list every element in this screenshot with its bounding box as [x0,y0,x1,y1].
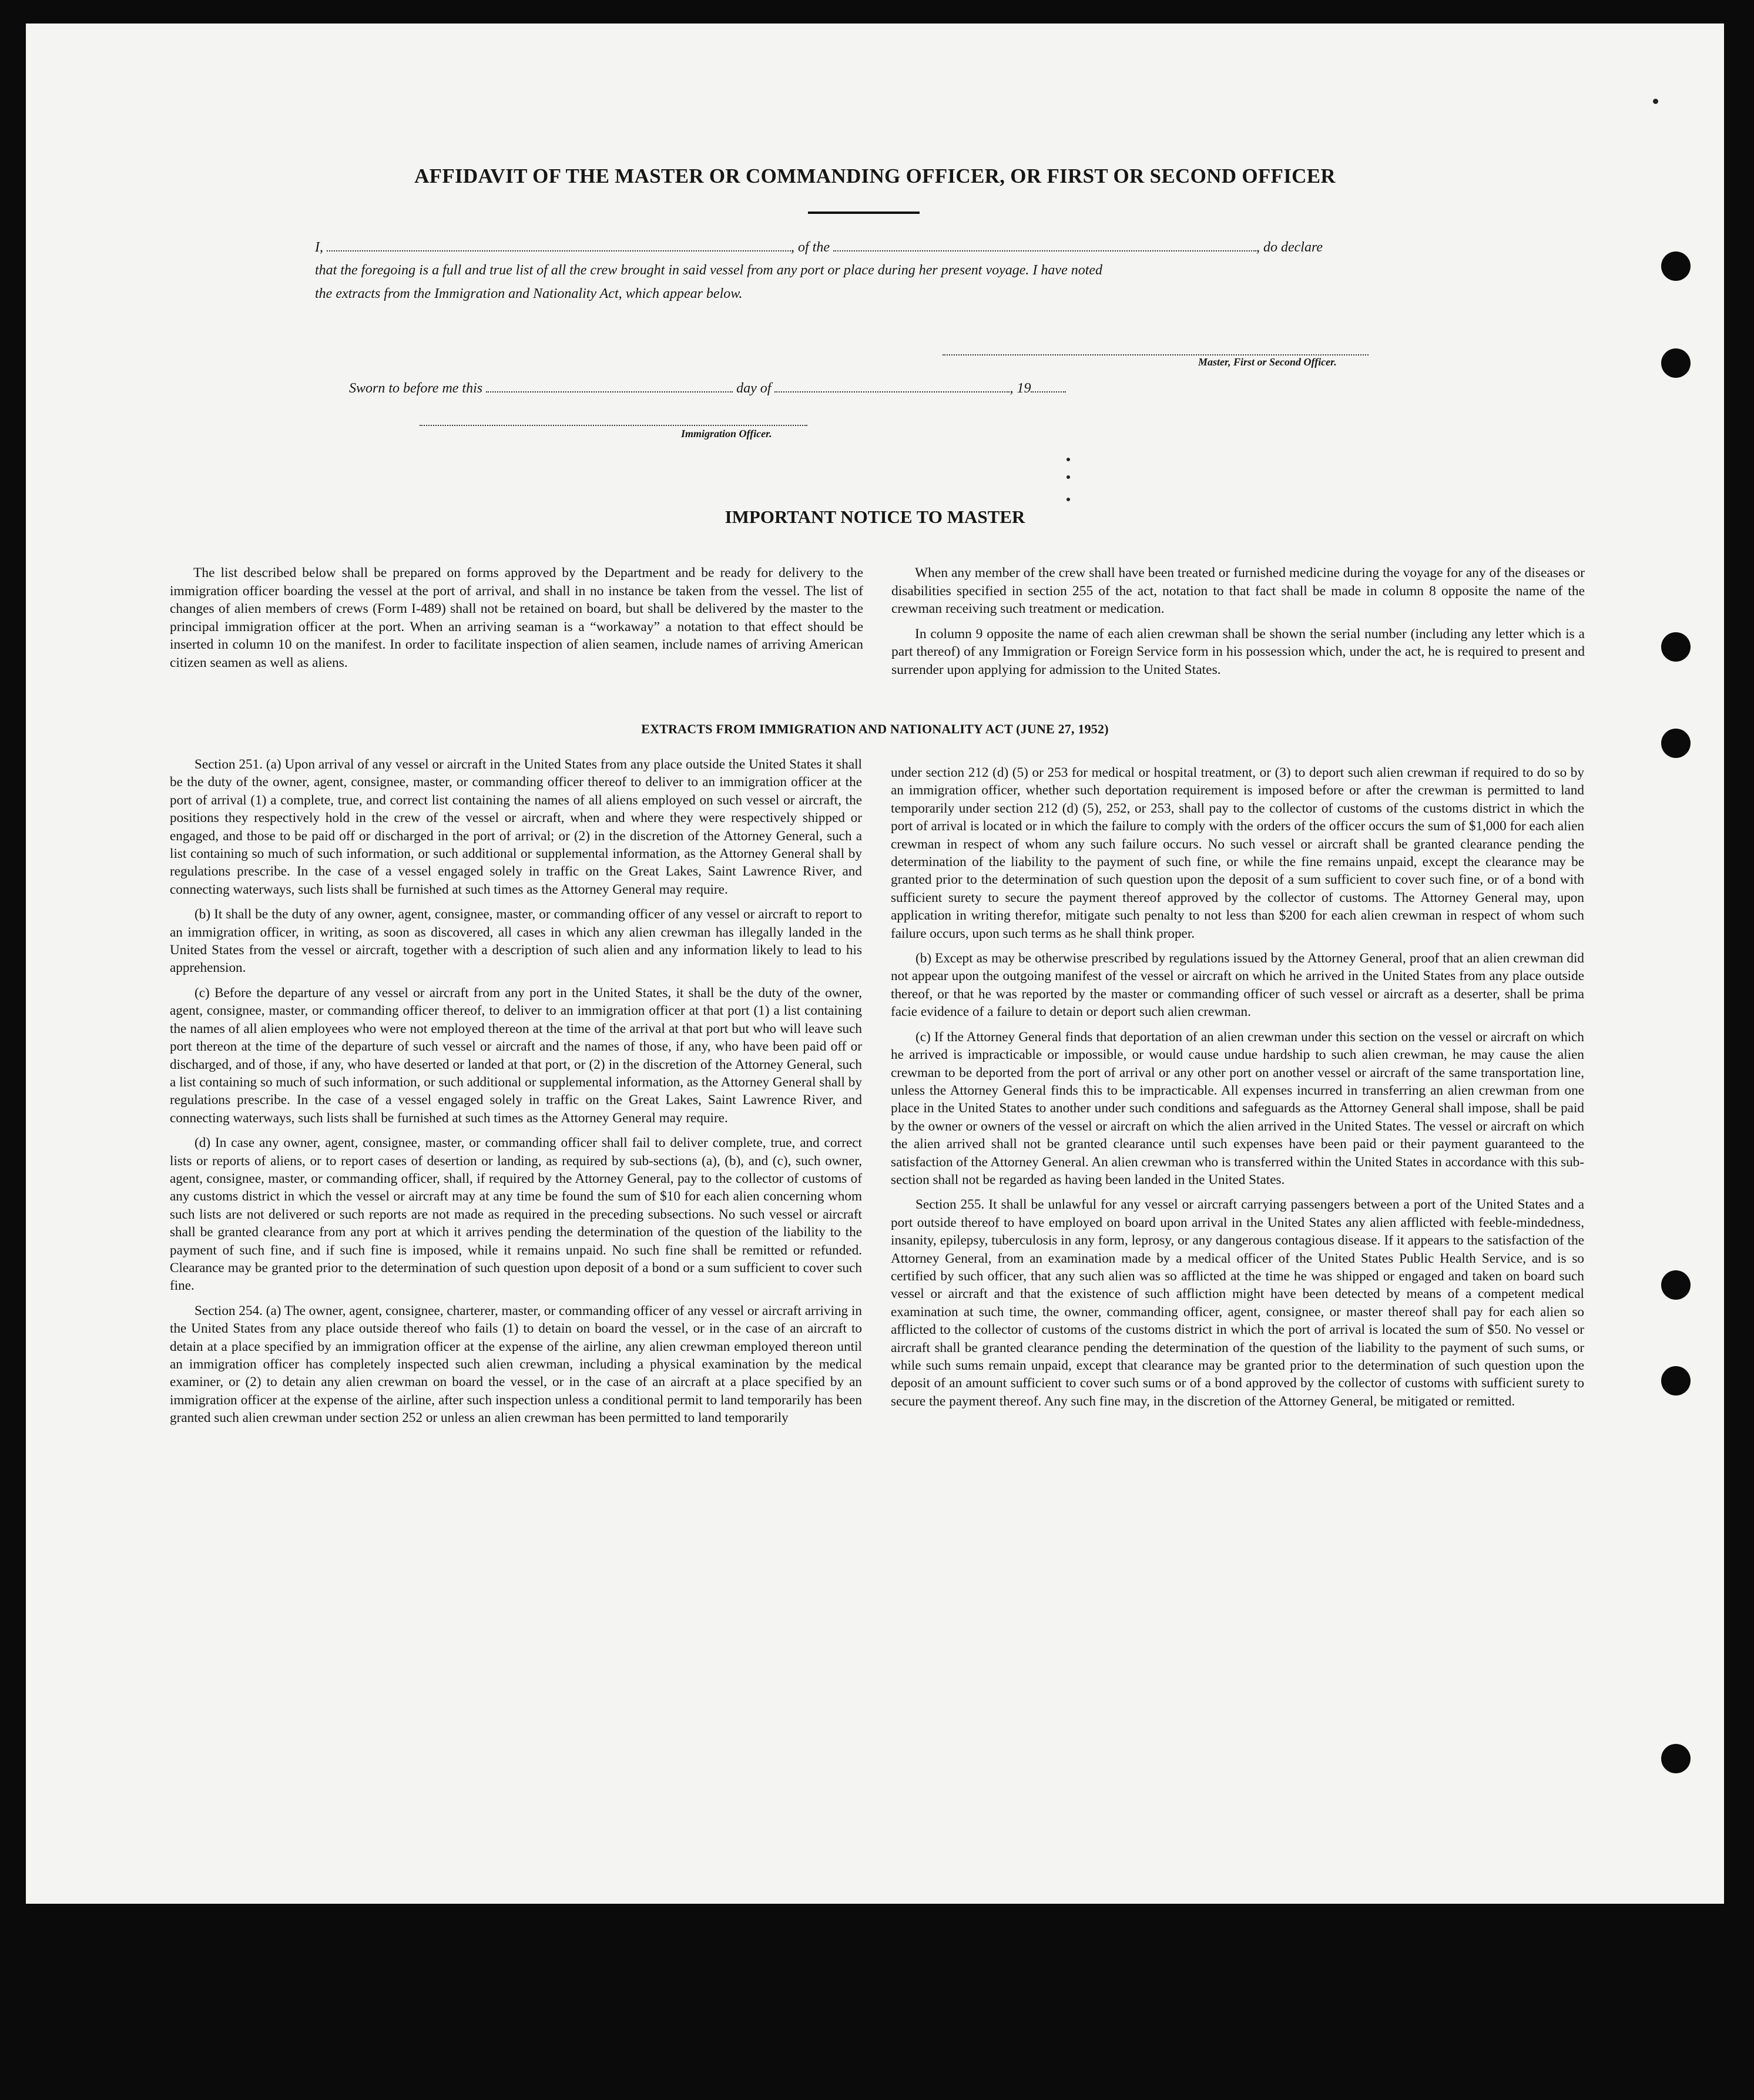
declaration-line [315,235,1443,259]
vessel-name-field[interactable] [833,235,1256,251]
do-declare-label: , do declare [1256,240,1323,255]
punch-hole [1661,729,1691,758]
extracts-left-column [170,756,862,1434]
notice-paragraph: The list described below shall be prepared on forms approved by the Department and be ready for delivery to the immigration officer boarding the vessel at the port of arrival, and shall in no instance be taken from the vessel. The list of changes of alien members of crews (Form I-489) shall not be retained on board, but shall be delivered by the master to the principal immigration officer at the port. When an arriving seaman is a “workaway” a notation to that effect should be inserted in column 10 on the manifest. In order to facilitate inspection of alien seamen, include names of arriving American citizen seamen as well as aliens. [170,565,863,670]
notice-right-column [891,564,1585,686]
extracts-title: EXTRACTS FROM IMMIGRATION AND NATIONALITY ACT (JUNE 27, 1952) [641,722,1109,736]
extract-paragraph: (b) It shall be the duty of any owner, agent, consignee, master, or commanding officer of any vessel or aircraft to report to an immigration officer, in writing, as soon as discovered, all cases in which any alien crewman has illegally landed in the United States from the vessel or aircraft, together with a description of such alien and any information likely to lead to his apprehension. [170,907,862,976]
immigration-officer-caption: Immigration Officer. [681,428,772,440]
extract-paragraph: under section 212 (d) (5) or 253 for medical or hospital treatment, or (3) to deport such alien crewman if required to do so by an immigration officer, whether such deportation requirement is imposed before or after the crewman is permitted to land temporarily under section 212 (d) (5), 252, or 253, shall pay to the collector of customs of the customs district in which the port of arrival is located or in which the failure to comply with the orders of the officer occurs the sum of $1,000 for each alien crewman in respect of whom any such failure occurs. No such vessel or aircraft shall be granted clearance pending the determination of the liability to the payment of such fine, or while the fine remains unpaid, except the clearance may be granted prior to the determination of such question upon the deposit of a sum sufficient to cover such fine, or of a bond with sufficient surety to secure the payment thereof approved by the collector of customs. The Attorney General may, upon application in writing therefor, mitigate such penalty to not less than $200 for each alien crewman in respect of whom such failure occurs, upon such terms as he shall think proper. [891,765,1584,941]
sworn-prefix: Sworn to before me this [349,381,483,396]
title-underline [808,212,920,214]
punch-hole [1661,348,1691,378]
punch-hole [1661,251,1691,281]
punch-hole [1661,632,1691,662]
extract-paragraph: Section 254. (a) The owner, agent, consignee, charterer, master, or commanding officer of any vessel or aircraft arriving in the United States from any place outside thereof who fails (1) to detain on board the vessel, or in the case of an aircraft to detain at a place specified by an immigration officer at the expense of the airline, any alien crewman employed thereon until an immigration officer has completely inspected such alien crewman, including a physical examination by the medical examiner, or (2) to detain any alien crewman on board the vessel, or in the case of an aircraft at a place specified by an immigration officer at the expense of the airline, after such inspection unless a conditional permit to land temporarily has been granted such alien crewman under section 252 or unless an alien crewman has been permitted to land temporarily [170,1303,862,1426]
scan-speck [1067,475,1070,479]
immigration-officer-signature-field[interactable] [420,425,807,426]
notice-paragraph: In column 9 opposite the name of each alien crewman shall be shown the serial number (including any letter which is a part thereof) of any Immigration or Foreign Service form in his possession which, under the act, he is required to present and surrender upon applying for admission to the United States. [891,626,1585,677]
punch-hole [1661,1270,1691,1300]
extracts-right-column [891,764,1584,1417]
sworn-line [349,376,1477,400]
extract-paragraph: (c) If the Attorney General finds that deportation of an alien crewman under this section on the vessel or aircraft on which he arrived is impracticable or impossible, or would cause undue hardship to such alien crewman, he may cause the alien crewman to be deported from the port of arrival or any other port on another vessel or aircraft of the same transportation line, unless the Attorney General finds this to be impracticable. All expenses incurred in transferring an alien crewman from one place in the United States to another under such conditions and safeguards as the Attorney General shall impose, shall be paid by the owner or owners of the vessel or aircraft on which the alien arrived in the United States. The vessel or aircraft on which the alien arrived shall not be granted clearance until such expenses have been paid or their payment guaranteed to the satisfaction of the Attorney General. An alien crewman who is transferred within the United States in accordance with this sub-section shall not be regarded as having been landed in the United States. [891,1029,1584,1187]
master-signature-field[interactable] [943,354,1369,355]
of-the-label: , of the [791,240,830,255]
extract-paragraph: (b) Except as may be otherwise prescribed by regulations issued by the Attorney General, proof that an alien crewman did not appear upon the outgoing manifest of the vessel or aircraft on which he arrived in the United States from any place outside thereof, or that he was reported by the master or commanding officer of such vessel or aircraft as a deserter, shall be prima facie evidence of a failure to detain or deport such alien crewman. [891,951,1584,1020]
extract-paragraph: (c) Before the departure of any vessel or aircraft from any port in the United States, it shall be the duty of the owner, agent, consignee, master, or commanding officer thereof, to deliver to an immigration officer at that port (1) a list containing the names of all alien employees who were not employed thereon at the time of the arrival at that port but who will leave such port thereon at the time of the departure of such vessel or aircraft and the names of those, if any, who have been paid off or discharged, and of those, if any, who have deserted or landed at that port, or (2) in the discretion of the Attorney General, such a list containing so much of such information, or such additional or supplemental information, as the Attorney General shall by regulations prescribe. In the case of a vessel engaged solely in traffic on the Great Lakes, Saint Lawrence River, and connecting waterways, such lists shall be furnished at such times as the Attorney General may require. [170,985,862,1126]
master-signature-caption: Master, First or Second Officer. [1198,356,1337,368]
extract-paragraph: Section 255. It shall be unlawful for any vessel or aircraft carrying passengers between a port of the United States and a port outside thereof to have employed on board upon arrival in the United States any alien afflicted with feeble-mindedness, insanity, epilepsy, tuberculosis in any form, leprosy, or any dangerous contagious disease. If it appears to the satisfaction of the Attorney General, from an examination made by a medical officer of the United States Public Health Service, and is so certified by such officer, that any such alien was so afflicted at the time he was shipped or engaged and taken on board such vessel or aircraft and that the existence of such affliction might have been detected by means of a competent medical examination at such time, the owner, commanding officer, agent, consignee, or master thereof shall pay for each alien so afflicted to the collector of customs of the customs district in which the port of arrival is located the sum of $50. No vessel or aircraft shall be granted clearance pending the determination of the question of the liability to the payment of such sums, or while such sums remain unpaid, except that clearance may be granted prior to the determination of such question upon the deposit of an amount sufficient to cover such sums or of a bond approved by the collector of customs with sufficient surety to secure the payment thereof. Any such fine may, in the discretion of the Attorney General, be mitigated or remitted. [891,1197,1584,1409]
scan-speck [1067,458,1070,461]
year-prefix: , 19 [1010,381,1031,396]
statement-line-2: the extracts from the Immigration and Nationality Act, which appear below. [315,286,743,301]
notice-paragraph: When any member of the crew shall have been treated or furnished medicine during the voyage for any of the diseases or disabilities specified in section 255 of the act, notation to that fact shall be made in column 8 opposite the name of the crewman receiving such treatment or medication. [891,565,1585,617]
day-of-label: day of [736,381,772,396]
punch-hole [1661,1744,1691,1773]
notice-left-column [170,564,863,679]
document-page [26,24,1724,1904]
scan-speck [1653,99,1658,104]
extract-paragraph: Section 251. (a) Upon arrival of any vessel or aircraft in the United States from any place outside the United States it shall be the duty of the owner, agent, consignee, master, or commanding officer thereof to deliver to an immigration officer at the port of arrival (1) a complete, true, and correct list containing the names of all aliens employed on such vessel or aircraft, the positions they respectively hold in the crew of the vessel or aircraft, when and where they were respectively shipped or engaged, and those to be paid off or discharged in the port of arrival; or (2) in the discretion of the Attorney General, such a list containing so much of such information, or such additional or supplemental information, as the Attorney General shall by regulations prescribe. In the case of a vessel engaged solely in traffic on the Great Lakes, Saint Lawrence River, and connecting waterways, such lists shall be furnished at such times as the Attorney General may require. [170,757,862,897]
punch-hole [1661,1366,1691,1395]
statement-line-1: that the foregoing is a full and true list of all the crew brought in said vessel from any port or place during her present voyage. I have noted [315,263,1103,278]
affidavit-title: AFFIDAVIT OF THE MASTER OR COMMANDING OFFICER, OR FIRST OR SECOND OFFICER [414,165,1336,187]
extract-paragraph: (d) In case any owner, agent, consignee, master, or commanding officer shall fail to deliver complete, true, and correct lists or reports of aliens, or to report cases of desertion or landing, as required by sub-sections (a), (b), and (c), such owner, agent, consignee, master, or commanding officer, shall, if required by the Attorney General, pay to the collector of customs of any customs district in which the vessel or aircraft may at any time be found the sum of $10 for each alien concerning whom such lists are not delivered or such reports are not made as required in the preceding subsections. No such vessel or aircraft shall be granted clearance from any port at which it arrives pending the determination of the question of the liability to the payment of such fine, and if such fine is imposed, while it remains unpaid. No such fine shall be remitted or refunded. Clearance may be granted prior to the determination of such question upon deposit of a bond or a sum sufficient to cover such fine. [170,1135,862,1294]
declarant-name-field[interactable] [327,235,791,251]
sworn-year-field[interactable] [1031,376,1066,393]
notice-title: IMPORTANT NOTICE TO MASTER [725,506,1025,527]
sworn-day-field[interactable] [486,376,733,393]
scan-speck [1067,498,1070,501]
sworn-month-field[interactable] [774,376,1010,393]
declarant-prefix: I, [315,240,323,255]
